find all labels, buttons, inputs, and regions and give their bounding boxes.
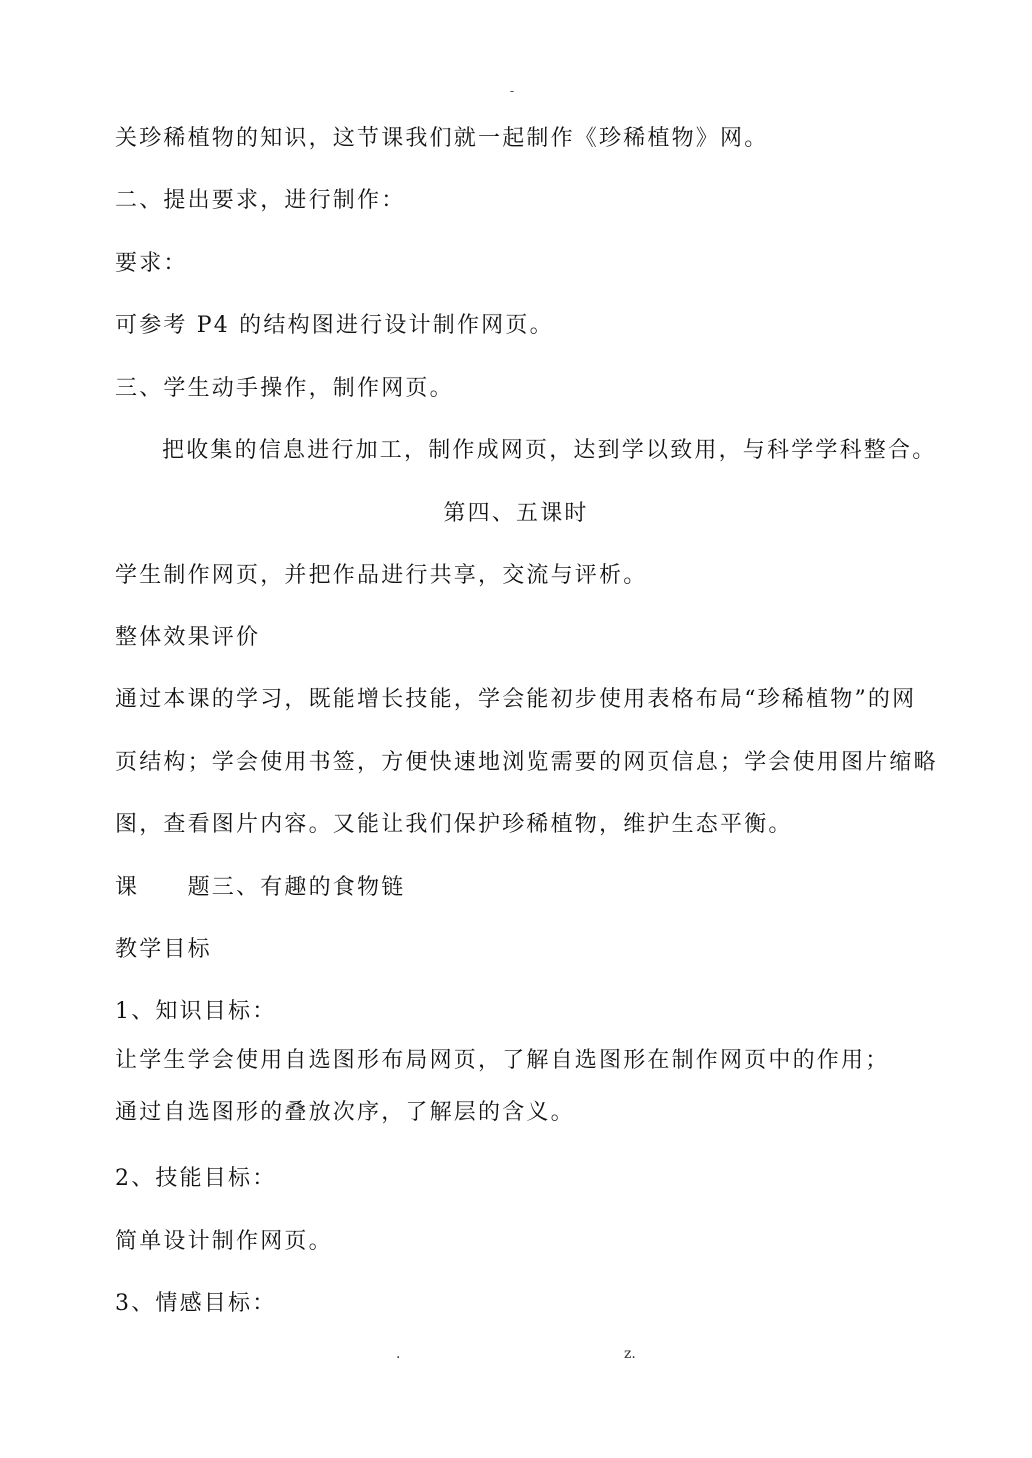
section-heading: 三、学生动手操作，制作网页。: [115, 376, 454, 401]
page-footer-right: z.: [624, 1346, 636, 1362]
text-line: 让学生学会使用自选图形布局网页，了解自选图形在制作网页中的作用；: [115, 1048, 890, 1073]
topic-heading: 课 题三、有趣的食物链: [115, 875, 406, 900]
text-line: 通过自选图形的叠放次序，了解层的含义。: [115, 1100, 575, 1125]
text-line: 可参考 P4 的结构图进行设计制作网页。: [115, 313, 554, 338]
text-line: 图，查看图片内容。又能让我们保护珍稀植物，维护生态平衡。: [115, 812, 793, 837]
text-line: 简单设计制作网页。: [115, 1229, 333, 1254]
text-line: 页结构；学会使用书签，方便快速地浏览需要的网页信息；学会使用图片缩略: [115, 750, 938, 775]
text-line: 学生制作网页，并把作品进行共享，交流与评析。: [115, 563, 648, 588]
text-line: 把收集的信息进行加工，制作成网页，达到学以致用，与科学学科整合。: [162, 438, 937, 463]
section-heading: 教学目标: [115, 937, 212, 962]
section-heading: 整体效果评价: [115, 625, 261, 650]
text-line: 关珍稀植物的知识，这节课我们就一起制作《珍稀植物》网。: [115, 126, 769, 151]
text-line: 通过本课的学习，既能增长技能，学会能初步使用表格布局“珍稀植物”的网: [115, 687, 917, 712]
section-heading: 二、提出要求，进行制作：: [115, 188, 406, 213]
page-header-mark: -: [510, 84, 515, 98]
subsection-heading: 2、技能目标：: [115, 1166, 277, 1191]
subsection-heading: 3、情感目标：: [115, 1291, 277, 1316]
page-footer-left: .: [396, 1346, 401, 1362]
lesson-period-heading: 第四、五课时: [443, 501, 589, 526]
text-line: 要求：: [115, 251, 188, 276]
subsection-heading: 1、知识目标：: [115, 999, 277, 1024]
